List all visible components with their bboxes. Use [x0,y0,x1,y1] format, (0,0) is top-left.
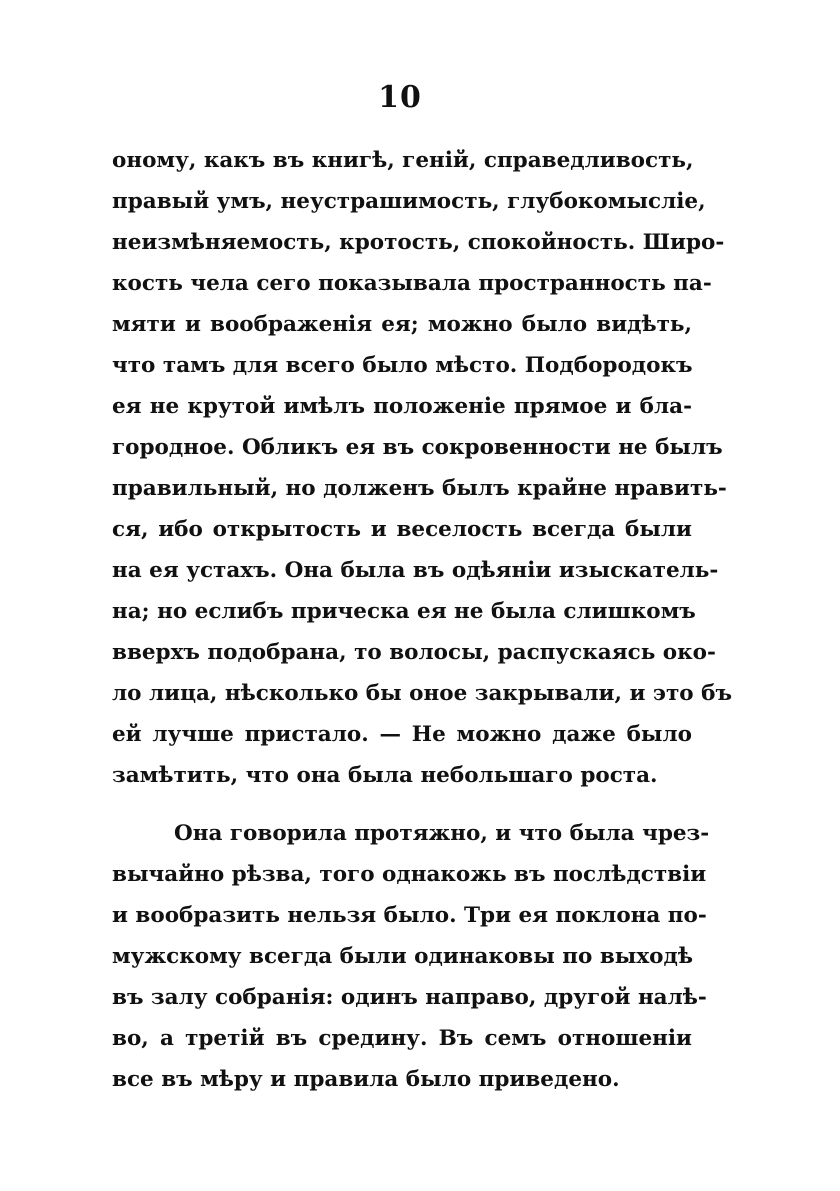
text-line: городное. Обликъ ея въ сокровенности не былъ [112,435,723,460]
text-line: въ залу собранія: одинъ направо, другой налѣ- [112,985,707,1010]
text-line: ся, ибо открытость и веселость всегда были [112,517,692,542]
text-line: замѣтить, что она была небольшаго роста. [112,763,658,788]
text-line: Она говорила протяжно, и что была чрез- [174,821,710,846]
paragraph-new [112,813,710,1100]
text-line: неизмѣняемость, кротость, спокойность. Широ- [112,230,725,255]
text-line: все въ мѣру и правила было приведено. [112,1067,620,1092]
text-line: во, а третій въ средину. Въ семъ отношеніи [112,1026,692,1051]
paragraph-continued [112,140,732,796]
text-line: мужскому всегда были одинаковы по выходѣ [112,944,693,969]
text-line: кость чела сего показывала пространность па- [112,271,712,296]
page-number: 10 [378,80,422,115]
text-line: правильный, но долженъ былъ крайне нравить- [112,476,727,501]
text-line: на; но еслибъ прическа ея не была слишкомъ [112,599,696,624]
text-line: оному, какъ въ книгѣ, геній, справедливость, [112,148,694,173]
text-line: что тамъ для всего было мѣсто. Подбородокъ [112,353,693,378]
text-line: правый умъ, неустрашимость, глубокомысліе, [112,189,706,214]
text-line: ей лучше пристало. — Не можно даже было [112,722,692,747]
text-line: вверхъ подобрана, то волосы, распускаясь око- [112,640,716,665]
text-line: ло лица, нѣсколько бы оное закрывали, и это бъ [112,681,732,706]
text-line: мяти и воображенія ея; можно было видѣть, [112,312,692,337]
text-line: ея не крутой имѣлъ положеніе прямое и бла- [112,394,692,419]
text-line: и вообразить нельзя было. Три ея поклона по- [112,903,707,928]
text-line: вычайно рѣзва, того однакожь въ послѣдствіи [112,862,707,887]
text-line: на ея устахъ. Она была въ одѣяніи изыскатель- [112,558,719,583]
